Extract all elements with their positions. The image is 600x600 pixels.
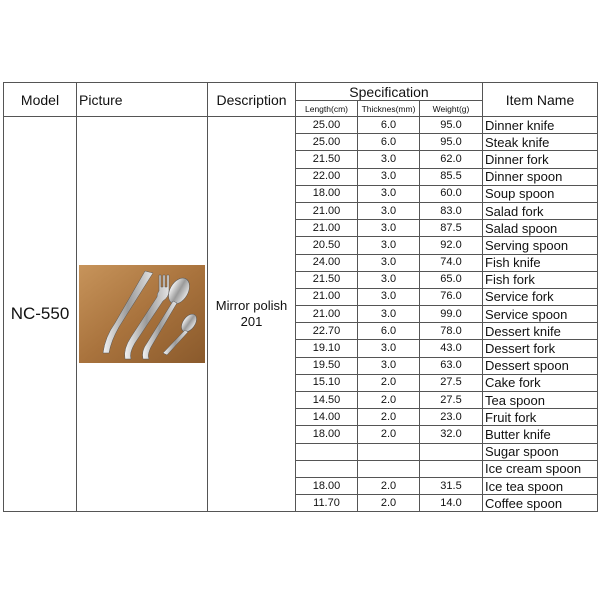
header-specification: Specification xyxy=(296,83,483,101)
thickness-cell: 3.0 xyxy=(358,306,420,323)
description-line1: Mirror polish xyxy=(215,298,288,314)
item-name-cell: Tea spoon xyxy=(483,392,598,409)
length-cell: 19.50 xyxy=(296,357,358,374)
length-cell: 21.50 xyxy=(296,271,358,288)
weight-cell: 99.0 xyxy=(420,306,483,323)
item-name-cell: Fish knife xyxy=(483,254,598,271)
weight-cell: 14.0 xyxy=(420,495,483,512)
weight-cell: 78.0 xyxy=(420,323,483,340)
thickness-cell: 3.0 xyxy=(358,168,420,185)
thickness-cell: 2.0 xyxy=(358,426,420,443)
header-description: Description xyxy=(208,83,296,117)
thickness-cell: 3.0 xyxy=(358,151,420,168)
item-name-cell: Dessert knife xyxy=(483,323,598,340)
item-name-cell: Cake fork xyxy=(483,374,598,391)
weight-cell: 95.0 xyxy=(420,134,483,151)
length-cell: 24.00 xyxy=(296,254,358,271)
item-name-cell: Serving spoon xyxy=(483,237,598,254)
cutlery-photo xyxy=(79,265,205,363)
weight-cell: 83.0 xyxy=(420,202,483,219)
item-name-cell: Steak knife xyxy=(483,134,598,151)
item-name-cell: Dinner spoon xyxy=(483,168,598,185)
thickness-cell: 6.0 xyxy=(358,134,420,151)
thickness-cell: 6.0 xyxy=(358,117,420,134)
thickness-cell xyxy=(358,460,420,477)
length-cell: 22.00 xyxy=(296,168,358,185)
length-cell: 25.00 xyxy=(296,117,358,134)
length-cell xyxy=(296,460,358,477)
length-cell: 18.00 xyxy=(296,185,358,202)
header-item-name: Item Name xyxy=(483,83,598,117)
item-name-cell: Ice cream spoon xyxy=(483,460,598,477)
length-cell: 21.50 xyxy=(296,151,358,168)
spec-rows xyxy=(4,117,598,512)
header-thickness: Thicknes(mm) xyxy=(358,101,420,117)
picture-cell xyxy=(77,117,208,512)
weight-cell: 23.0 xyxy=(420,409,483,426)
thickness-cell: 3.0 xyxy=(358,340,420,357)
weight-cell: 62.0 xyxy=(420,151,483,168)
thickness-cell: 3.0 xyxy=(358,254,420,271)
item-name-cell: Sugar spoon xyxy=(483,443,598,460)
thickness-cell: 2.0 xyxy=(358,374,420,391)
thickness-cell xyxy=(358,443,420,460)
weight-cell: 31.5 xyxy=(420,477,483,494)
item-name-cell: Fish fork xyxy=(483,271,598,288)
model-cell: NC-550 xyxy=(4,117,77,512)
item-name-cell: Dinner knife xyxy=(483,117,598,134)
thickness-cell: 3.0 xyxy=(358,202,420,219)
item-name-cell: Fruit fork xyxy=(483,409,598,426)
item-name-cell: Coffee spoon xyxy=(483,495,598,512)
length-cell: 19.10 xyxy=(296,340,358,357)
thickness-cell: 2.0 xyxy=(358,477,420,494)
length-cell: 11.70 xyxy=(296,495,358,512)
weight-cell: 60.0 xyxy=(420,185,483,202)
thickness-cell: 3.0 xyxy=(358,357,420,374)
header-length: Length(cm) xyxy=(296,101,358,117)
length-cell: 25.00 xyxy=(296,134,358,151)
item-name-cell: Butter knife xyxy=(483,426,598,443)
item-name-cell: Dinner fork xyxy=(483,151,598,168)
thickness-cell: 3.0 xyxy=(358,237,420,254)
header-model: Model xyxy=(4,83,77,117)
weight-cell: 27.5 xyxy=(420,374,483,391)
item-name-cell: Ice tea spoon xyxy=(483,477,598,494)
length-cell: 18.00 xyxy=(296,477,358,494)
weight-cell: 76.0 xyxy=(420,288,483,305)
weight-cell xyxy=(420,460,483,477)
length-cell: 21.00 xyxy=(296,306,358,323)
length-cell: 22.70 xyxy=(296,323,358,340)
weight-cell: 74.0 xyxy=(420,254,483,271)
length-cell: 14.00 xyxy=(296,409,358,426)
weight-cell: 63.0 xyxy=(420,357,483,374)
thickness-cell: 6.0 xyxy=(358,323,420,340)
item-name-cell: Salad fork xyxy=(483,202,598,219)
item-name-cell: Service fork xyxy=(483,288,598,305)
item-name-cell: Dessert spoon xyxy=(483,357,598,374)
description-line2: 201 xyxy=(240,314,263,330)
item-name-cell: Soup spoon xyxy=(483,185,598,202)
thickness-cell: 3.0 xyxy=(358,271,420,288)
length-cell: 21.00 xyxy=(296,288,358,305)
thickness-cell: 3.0 xyxy=(358,288,420,305)
weight-cell: 87.5 xyxy=(420,220,483,237)
thickness-cell: 2.0 xyxy=(358,409,420,426)
length-cell: 21.00 xyxy=(296,220,358,237)
description-cell xyxy=(208,117,296,512)
thickness-cell: 2.0 xyxy=(358,392,420,409)
length-cell: 14.50 xyxy=(296,392,358,409)
spec-table xyxy=(3,82,598,512)
weight-cell: 85.5 xyxy=(420,168,483,185)
weight-cell: 65.0 xyxy=(420,271,483,288)
length-cell: 21.00 xyxy=(296,202,358,219)
length-cell xyxy=(296,443,358,460)
length-cell: 18.00 xyxy=(296,426,358,443)
weight-cell: 92.0 xyxy=(420,237,483,254)
header-weight: Weight(g) xyxy=(420,101,483,117)
weight-cell: 32.0 xyxy=(420,426,483,443)
weight-cell: 27.5 xyxy=(420,392,483,409)
table-row xyxy=(4,117,598,134)
thickness-cell: 2.0 xyxy=(358,495,420,512)
length-cell: 20.50 xyxy=(296,237,358,254)
item-name-cell: Dessert fork xyxy=(483,340,598,357)
weight-cell: 43.0 xyxy=(420,340,483,357)
thickness-cell: 3.0 xyxy=(358,220,420,237)
length-cell: 15.10 xyxy=(296,374,358,391)
weight-cell: 95.0 xyxy=(420,117,483,134)
item-name-cell: Service spoon xyxy=(483,306,598,323)
header-picture: Picture xyxy=(77,83,208,117)
weight-cell xyxy=(420,443,483,460)
item-name-cell: Salad spoon xyxy=(483,220,598,237)
thickness-cell: 3.0 xyxy=(358,185,420,202)
